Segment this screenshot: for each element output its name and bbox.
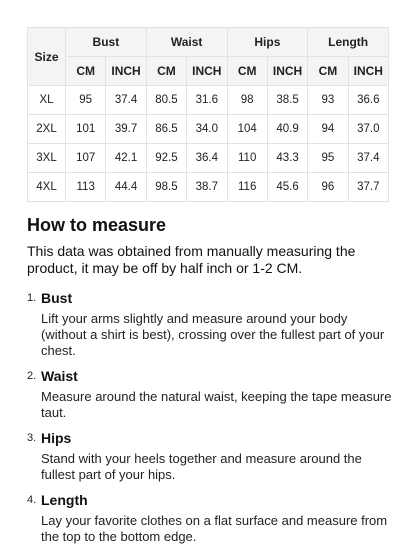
unit-header-cm: CM [146, 57, 186, 86]
table-cell: 101 [66, 115, 106, 144]
list-item [27, 491, 392, 545]
table-cell: 31.6 [187, 86, 227, 115]
length-header: Length [308, 28, 389, 57]
step-title-length: Length [41, 492, 88, 508]
step-number: 3. [27, 432, 37, 444]
size-cell: 3XL [28, 144, 66, 173]
list-item [27, 367, 392, 421]
table-cell: 37.0 [348, 115, 388, 144]
list-item [27, 429, 392, 483]
step-number: 1. [27, 292, 37, 304]
table-cell: 80.5 [146, 86, 186, 115]
size-cell: XL [28, 86, 66, 115]
table-cell: 92.5 [146, 144, 186, 173]
table-cell: 113 [66, 173, 106, 202]
unit-header-cm: CM [308, 57, 348, 86]
table-cell: 95 [308, 144, 348, 173]
unit-header-cm: CM [66, 57, 106, 86]
table-row [28, 144, 389, 173]
size-cell: 2XL [28, 115, 66, 144]
step-desc-waist: Measure around the natural waist, keeping the tape measure taut. [41, 389, 392, 420]
table-cell: 96 [308, 173, 348, 202]
table-cell: 98.5 [146, 173, 186, 202]
step-title-waist: Waist [41, 368, 78, 384]
table-header-units [28, 57, 389, 86]
size-chart-table [27, 27, 389, 202]
table-row [28, 86, 389, 115]
table-cell: 37.4 [106, 86, 146, 115]
bust-header: Bust [66, 28, 147, 57]
step-desc-hips: Stand with your heels together and measure around the fullest part of your hips. [41, 451, 362, 482]
table-cell: 40.9 [267, 115, 307, 144]
step-desc-length: Lay your favorite clothes on a flat surface and measure from the top to the bottom edge. [41, 513, 388, 544]
step-number: 2. [27, 370, 37, 382]
table-cell: 104 [227, 115, 267, 144]
list-item [27, 289, 392, 359]
guide-title: How to measure [27, 215, 167, 235]
guide-intro: This data was obtained from manually measuring the product, it may be off by half inch or 1-2 CM. [27, 243, 356, 276]
table-cell: 36.6 [348, 86, 388, 115]
step-number: 4. [27, 494, 37, 506]
table-cell: 43.3 [267, 144, 307, 173]
step-title-hips: Hips [41, 430, 72, 446]
table-cell: 107 [66, 144, 106, 173]
measure-steps-list [27, 289, 392, 545]
table-cell: 45.6 [267, 173, 307, 202]
table-cell: 38.7 [187, 173, 227, 202]
size-cell: 4XL [28, 173, 66, 202]
table-cell: 34.0 [187, 115, 227, 144]
hips-header: Hips [227, 28, 308, 57]
table-cell: 94 [308, 115, 348, 144]
table-cell: 38.5 [267, 86, 307, 115]
table-cell: 98 [227, 86, 267, 115]
table-cell: 86.5 [146, 115, 186, 144]
size-column-header: Size [28, 28, 66, 86]
table-cell: 116 [227, 173, 267, 202]
table-cell: 95 [66, 86, 106, 115]
table-cell: 110 [227, 144, 267, 173]
step-desc-bust: Lift your arms slightly and measure around your body (without a shirt is best), crossing over the fullest part of your chest. [41, 311, 385, 358]
table-row [28, 115, 389, 144]
table-cell: 42.1 [106, 144, 146, 173]
table-cell: 93 [308, 86, 348, 115]
unit-header-inch: INCH [106, 57, 146, 86]
table-cell: 44.4 [106, 173, 146, 202]
step-title-bust: Bust [41, 290, 73, 306]
table-row [28, 173, 389, 202]
table-cell: 37.7 [348, 173, 388, 202]
table-cell: 36.4 [187, 144, 227, 173]
table-header-groups [28, 28, 389, 57]
unit-header-inch: INCH [348, 57, 388, 86]
unit-header-cm: CM [227, 57, 267, 86]
waist-header: Waist [146, 28, 227, 57]
unit-header-inch: INCH [267, 57, 307, 86]
table-cell: 37.4 [348, 144, 388, 173]
table-cell: 39.7 [106, 115, 146, 144]
unit-header-inch: INCH [187, 57, 227, 86]
measure-guide [27, 213, 392, 553]
